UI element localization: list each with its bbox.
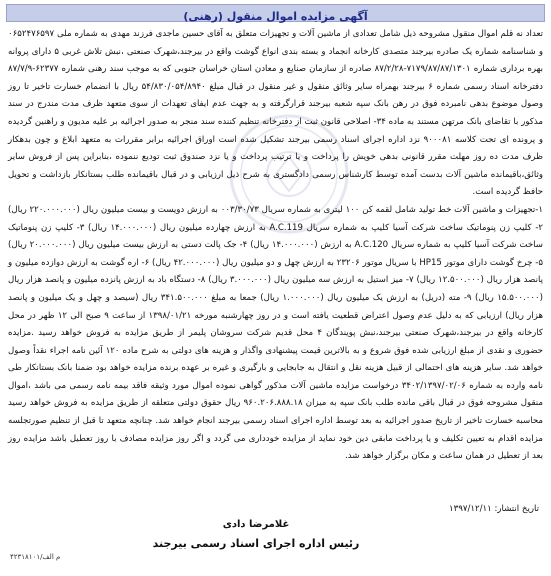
notice-body: [8, 26, 543, 466]
notice-title-bar: [6, 4, 545, 22]
signer-title: رئیس اداره اجرای اسناد رسمی بیرجند: [152, 537, 360, 550]
notice-paragraph-items: ۱-تجهیزات و ماشین آلات خط تولید شامل لقمه کن ۱۰۰ لیتری به شماره سریال ۰۰۳/۳۰/۷۳ به ارزش دویست و بیست میلیون ریال (۲۲۰.۰۰۰.۰۰۰ ریال) ۲- کلیپ زن پنوماتیک ساخت شرکت آسیا کلیپ به شماره سریال A.C.119 به ارزش چهارده میلیون ریال (۱۴.۰۰۰.۰۰۰ ریال) ۳- کلیپ زن پنوماتیک ساخت شرکت آسیا کلیپ به شماره سریال A.C.120 به ارزش (۱۴.۰۰۰.۰۰۰ ریال) ۴- جک پالت دستی به ارزش بیست میلیون ریال (۲۰.۰۰۰.۰۰۰ ریال) ۵- چرخ گوشت دارای موتور HP15 با سریال موتور ۲۳۲۰۶ به ارزش چهل و دو میلیون ریال (۴۲.۰۰۰.۰۰۰ ریال) ۶- اره گوشت به ارزش دوازده میلیون و پانصد هزار ریال (۱۲.۵۰۰.۰۰۰ ریال) ۷- میز استیل به ارزش سه میلیون ریال (۳.۰۰۰.۰۰۰ ریال) ۸- دستگاه باد به ارزش پانزده میلیون و پانصد هزار ریال (۱۵.۵۰۰.۰۰۰ ریال) ۹- مته (دریل) به ارزش یک میلیون ریال (۱.۰۰۰.۰۰۰ ریال) جمعا به مبلغ ۳۴۱.۵۰۰.۰۰۰ ریال (سیصد و چهل و یک میلیون و پانصد هزار ریال) ارزیابی که به دلیل عدم وصول اعتراض قطعیت یافته است و در روز چهارشنبه مورخه ۱۳۹۸/۰۱/۲۱ از ساعت ۹ صبح الی ۱۲ ظهر در محل کارخانه واقع در بیرجند،شهرک صنعتی بیرجند،نبش پویندگان ۴ محل قدیم شرکت سروشان پلیمر از طریق مزایده به فروش خواهد رسید .مزایده حضوری و نقدی از مبلغ ارزیابی شده فوق شروع و به بالاترین قیمت پیشنهادی واگذار و هزینه های دولتی به شرح ماده ۱۲۰ آئین نامه اجراء نقداً وصول خواهد شد. سایر هزینه های احتمالی از قبیل هزینه نقل و انتقال به جابجایی و بارگیری و غیره بر عهده برنده مزایده خواهد بود ضمنا بانک بستانکار طی نامه وارده به شماره ۳۴۰۲/۱۳۹۷/۰۲/۰۶ درخواست مزایده ماشین آلات مذکور گواهی نموده اموال مورد وثیقه فاقد بیمه نامه رسمی می باشد ،اموال منقول مشروحه فوق در قبال باقی مانده طلب بانک سپه به میزان ۹۶۰.۲۰۶.۸۸۸.۱۸ ریال حقوق دولتی متعلقه از طریق مزایده به فروش خواهد رسید محاسبه خسارت تاخیر از تاریخ صدور اجرائیه به بعد توسط اداره اجرای اسناد رسمی بیرجند انجام خواهد شد. چنانچه متعهد تا قبل از تنظیم صورتجلسه مزایده اقدام به تعیین تکلیف و یا پرداخت مابقی دین خود نماید از مزایده خودداری می گردد و اگر روز مزایده مصادف با روز تعطیل باشد مزایده روز بعد از تعطیل در همان ساعت و مکان برگزار خواهد شد.: [8, 204, 544, 462]
signer-name: غلامرضا دادی: [222, 519, 290, 530]
reference-code: م الف/۴۲۳۱۸۱۰۱: [10, 553, 61, 561]
publish-date: تاریخ انتشار: ۱۳۹۷/۱۲/۱۱: [449, 504, 539, 514]
auction-notice: [6, 4, 545, 570]
notice-title: آگهی مزایده اموال منقول (رهنی): [183, 10, 368, 23]
notice-paragraph-intro: تعداد نه قلم اموال منقول مشروحه ذیل شامل تعدادی از ماشین آلات و تجهیزات متعلق به آقای حسین ماجدی فرزند مهدی به شماره ملی ۰۶۵۲۴۷۶۵۹۷ و شناسنامه شماره یک صادره بیرجند متصدی کارخانه انجماد و بسته بندی انواع گوشت واقع در بیرجند،شهرک صنعتی ،نبش تلاش غربی ۵ دارای پروانه بهره برداری شماره ۷۱۷۹/۸۷/۸۷/۱۳۰۱-۸۷/۲/۲۸ صادره از سازمان صنایع و معادن استان خراسان جنوبی که به موجب سند رهنی شماره ۶۲۳۷۷-۸۷/۷/۹ دفترخانه اسناد رسمی شماره ۶ بیرجند بهمراه سایر وثائق منقول و غیر منقول در قبال مبلغ ۵۴/۸۳۰/۰۵۴/۸۹۴۰ ریال با انضمام خسارت تاخیر تا روز وصول موضوع بدهی نامبرده فوق در رهن بانک سپه شعبه بیرجند قرارگرفته و به جهت عدم ایفای تعهدات از سوی متعهد ظرف مدت مندرج در سند مذکور با تقاضای بانک مرتهن مستند به ماده ۳۴- اصلاحی قانون ثبت از دفترخانه تنظیم کننده سند منجر به صدور اجرائیه بر علیه مدیون و راهنین گردیده و پرونده ای تحت کلاسه ۹۰۰۰۸۱ نزد اداره اجرای اسناد رسمی بیرجند تشکیل شده است اوراق اجرائیه برابر مقررات به متعهد ابلاغ و چون بدهکار ظرف مدت ده روز مهلت مقرر قانونی بدهی خویش را پرداخت و یا ترتیب پرداخت و یا نزد صندوق ثبت تودیع ننموده ،بنابراین پس از فروش سایر وثائق،باقیمانده ماشین آلات بدست آمده توسط کارشناس رسمی دادگستری به شرح ذیل ارزیابی و در قبال باقیمانده طلب بستانکار بازداشت و تحویل حافظ گردیده است.: [8, 29, 544, 198]
